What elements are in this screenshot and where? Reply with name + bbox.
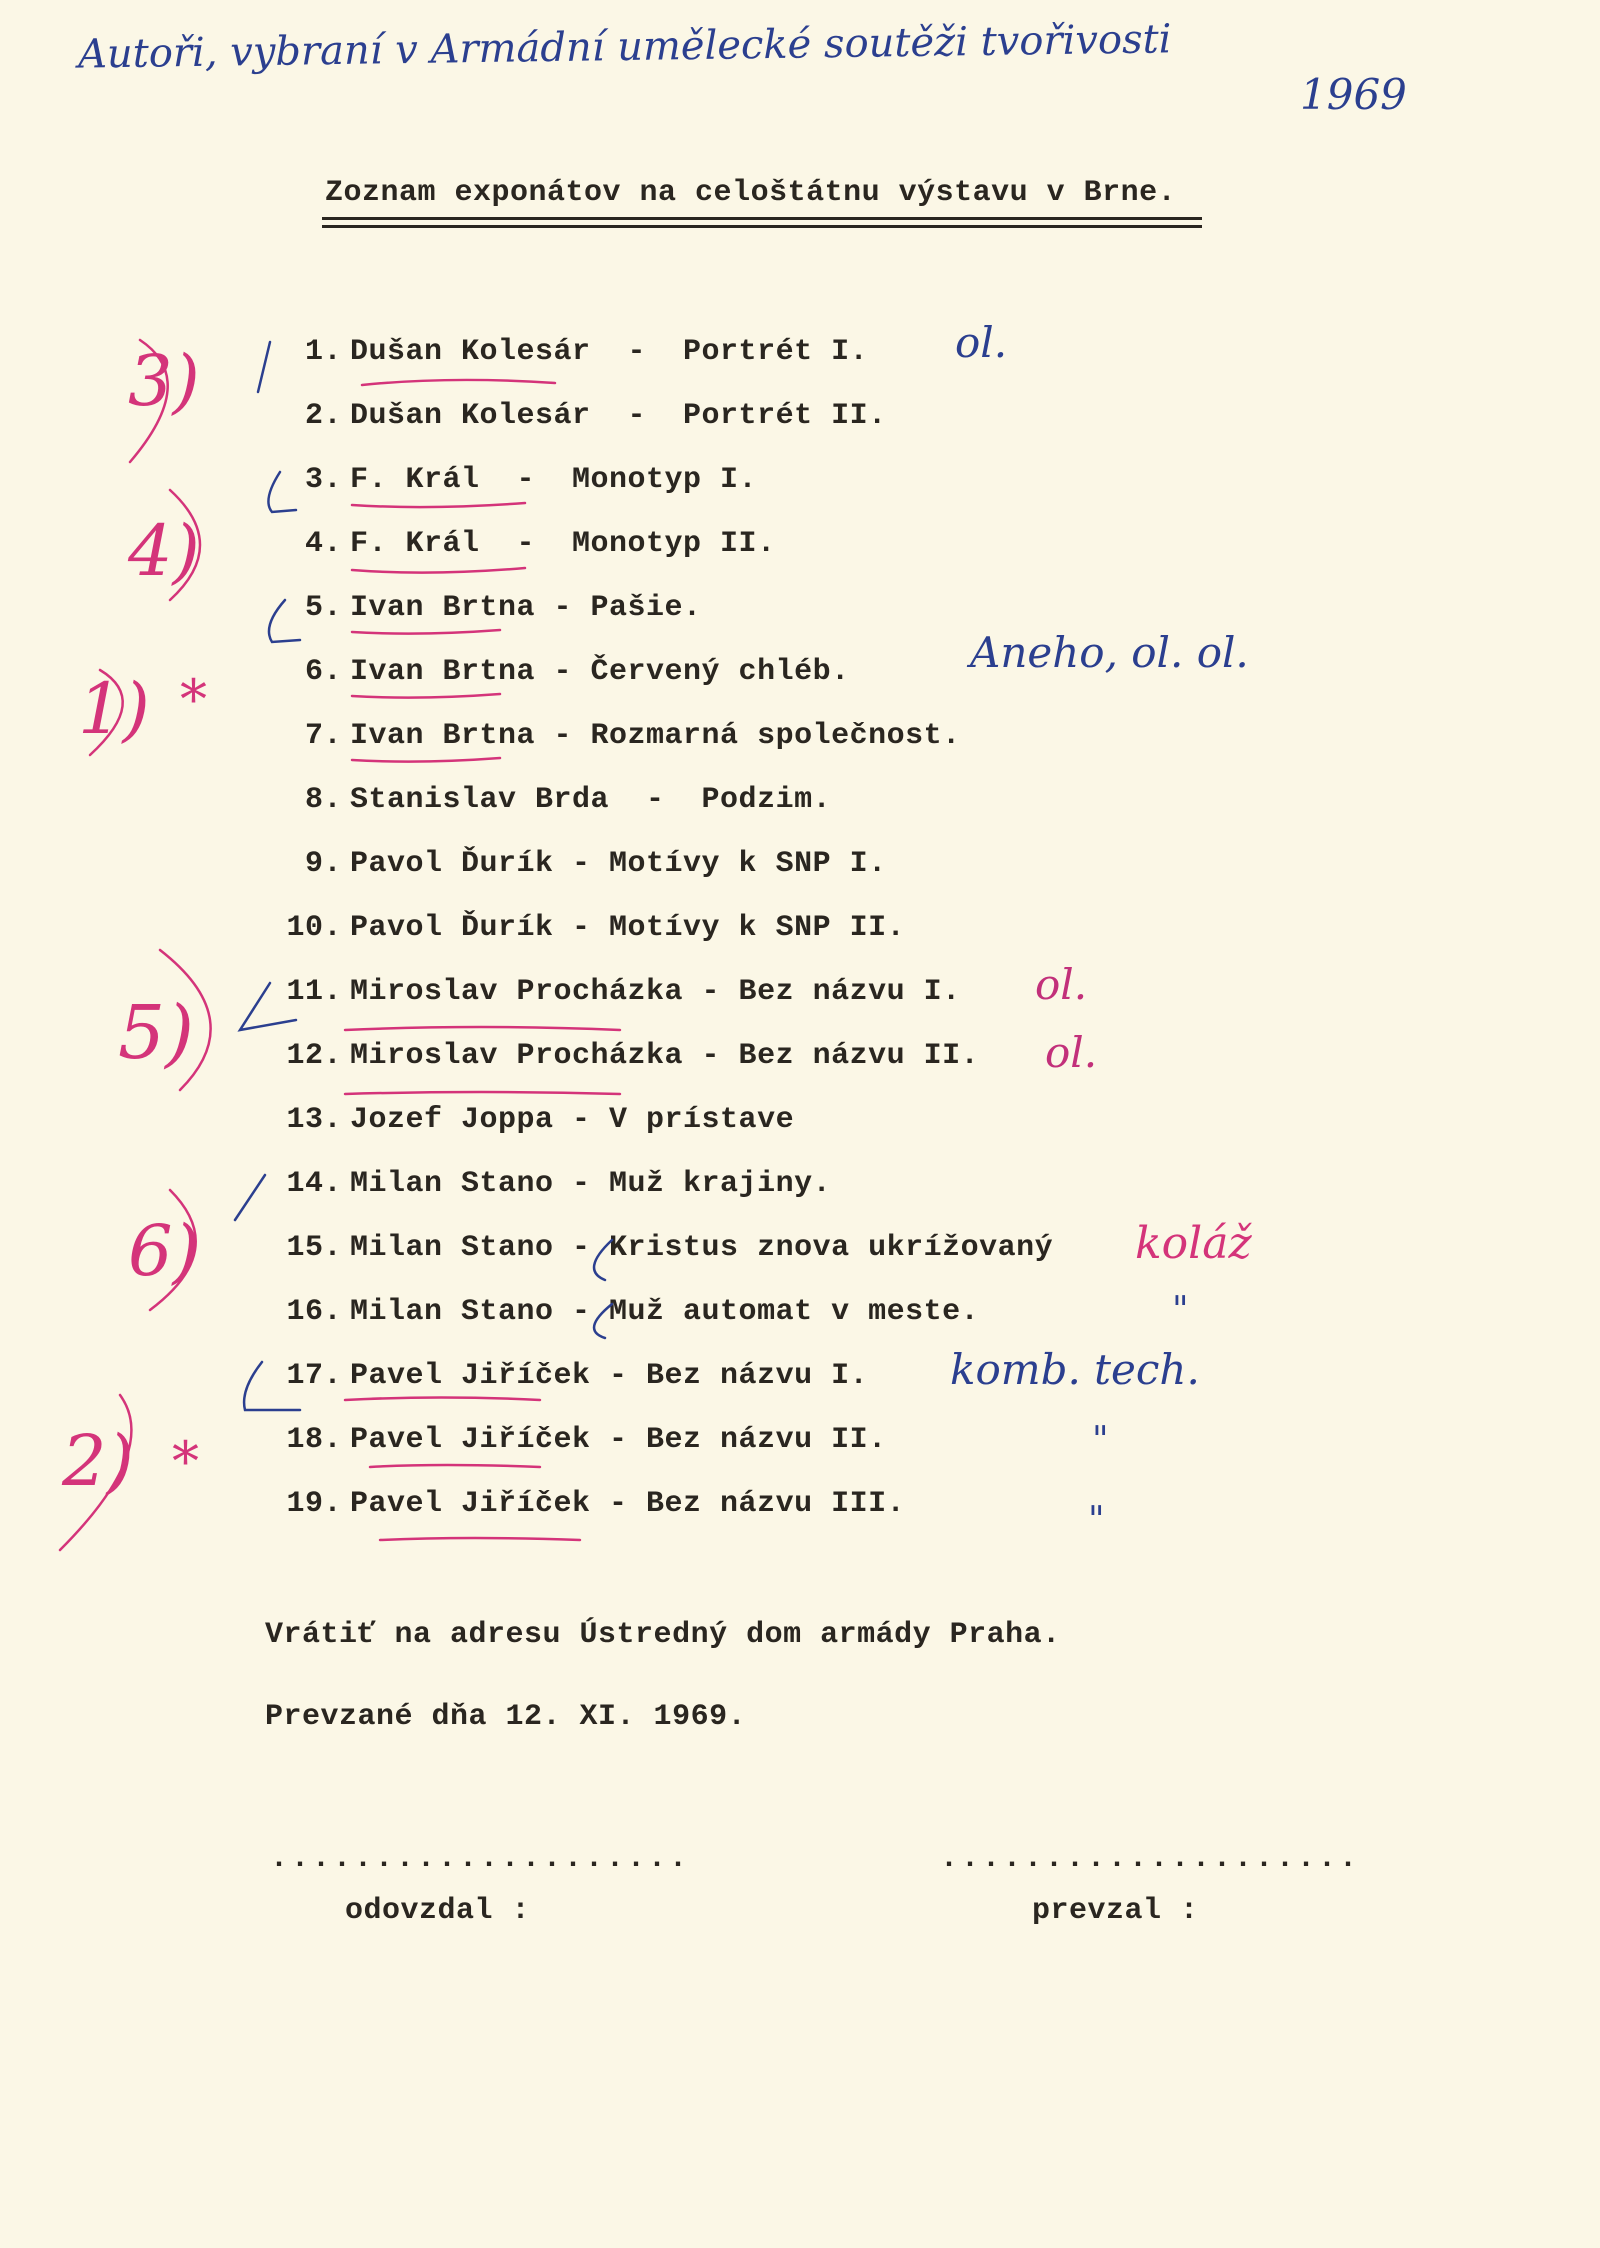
underline-item11 xyxy=(345,1027,620,1030)
underline-item19 xyxy=(380,1538,580,1540)
list-item: 2. Dušan Kolesár - Portrét II. xyxy=(304,399,887,433)
received-date-line: Prevzané dňa 12. XI. 1969. xyxy=(265,1700,747,1734)
underline-item6 xyxy=(352,694,500,698)
list-item: 13. Jozef Joppa - V prístave xyxy=(286,1103,795,1137)
signature-line-right: .................... xyxy=(940,1842,1361,1876)
bracket-2 xyxy=(60,1395,131,1550)
group-number-4: 4) xyxy=(128,510,200,592)
underline-item17 xyxy=(345,1398,540,1401)
signature-line-left: .................... xyxy=(270,1842,691,1876)
list-item: 5. Ivan Brtna - Pašie. xyxy=(304,591,702,625)
blue-mark-item5 xyxy=(269,600,300,642)
list-item: 12. Miroslav Procházka - Bez názvu II. xyxy=(286,1039,980,1073)
blue-mark-item15 xyxy=(594,1240,612,1280)
list-item: 6. Ivan Brtna - Červený chléb. xyxy=(304,655,850,689)
document-title: Zoznam exponátov na celoštátnu výstavu v Brne. xyxy=(325,176,1177,210)
list-item: 18. Pavel Jiříček - Bez názvu II. xyxy=(286,1423,887,1457)
ditto-item19: " xyxy=(1088,1500,1105,1541)
star-mark-item18: * xyxy=(172,1430,199,1493)
underline-item4 xyxy=(352,568,525,573)
list-item: 15. Milan Stano - Kristus znova ukrížovaný xyxy=(286,1231,1054,1265)
annotation-item11: ol. xyxy=(1035,960,1088,1009)
underline-item1 xyxy=(362,380,555,385)
blue-mark-item16 xyxy=(594,1304,612,1338)
blue-mark-item1 xyxy=(258,342,270,392)
bracket-5 xyxy=(160,950,211,1090)
prevzal-label: prevzal : xyxy=(1032,1894,1199,1928)
bracket-3 xyxy=(130,340,168,462)
handwritten-header: Autoři, vybraní v Armádní umělecké soutěži tvořivosti xyxy=(77,16,1172,78)
list-item: 9. Pavol Ďurík - Motívy k SNP I. xyxy=(304,847,887,881)
underline-item3 xyxy=(352,503,525,507)
blue-mark-item17 xyxy=(244,1362,300,1410)
annotation-item12: ol. xyxy=(1045,1028,1098,1077)
odovzdal-label: odovzdal : xyxy=(345,1894,531,1928)
underline-item18 xyxy=(370,1465,540,1467)
underline-item5 xyxy=(352,630,500,634)
annotation-item17: komb. tech. xyxy=(950,1345,1200,1394)
group-number-1: 1) xyxy=(78,668,150,750)
annotation-item6: Aneho, ol. ol. xyxy=(970,628,1249,677)
group-number-3: 3) xyxy=(128,340,200,422)
list-item: 4. F. Král - Monotyp II. xyxy=(304,527,776,561)
return-address-line: Vrátiť na adresu Ústredný dom armády Praha. xyxy=(265,1618,1061,1652)
star-mark-item6: * xyxy=(180,668,207,731)
list-item: 7. Ivan Brtna - Rozmarná společnost. xyxy=(304,719,961,753)
ditto-item18: " xyxy=(1092,1420,1109,1461)
list-item: 1. Dušan Kolesár - Portrét I. xyxy=(304,335,869,369)
bracket-6 xyxy=(150,1190,196,1310)
annotation-item15: koláž xyxy=(1135,1218,1252,1269)
blue-mark-item11 xyxy=(240,983,296,1030)
list-item: 14. Milan Stano - Muž krajiny. xyxy=(286,1167,832,1201)
underline-item12 xyxy=(345,1092,620,1094)
list-item: 11. Miroslav Procházka - Bez názvu I. xyxy=(286,975,961,1009)
blue-mark-item14 xyxy=(235,1175,265,1220)
list-item: 19. Pavel Jiříček - Bez názvu III. xyxy=(286,1487,906,1521)
bracket-4 xyxy=(170,490,200,600)
group-number-5: 5) xyxy=(118,990,194,1076)
list-item: 17. Pavel Jiříček - Bez názvu I. xyxy=(286,1359,869,1393)
annotation-item1: ol. xyxy=(955,318,1008,367)
handwritten-year: 1969 xyxy=(1300,70,1407,119)
list-item: 16. Milan Stano - Muž automat v meste. xyxy=(286,1295,980,1329)
bracket-1 xyxy=(90,670,123,755)
list-item: 8. Stanislav Brda - Podzim. xyxy=(304,783,832,817)
blue-mark-item3 xyxy=(268,472,296,512)
group-number-6: 6) xyxy=(128,1210,200,1292)
group-number-2: 2) xyxy=(62,1420,134,1502)
list-item: 10. Pavol Ďurík - Motívy k SNP II. xyxy=(286,911,906,945)
ditto-item16: " xyxy=(1172,1290,1189,1331)
underline-item7 xyxy=(352,758,500,762)
list-item: 3. F. Král - Monotyp I. xyxy=(304,463,758,497)
